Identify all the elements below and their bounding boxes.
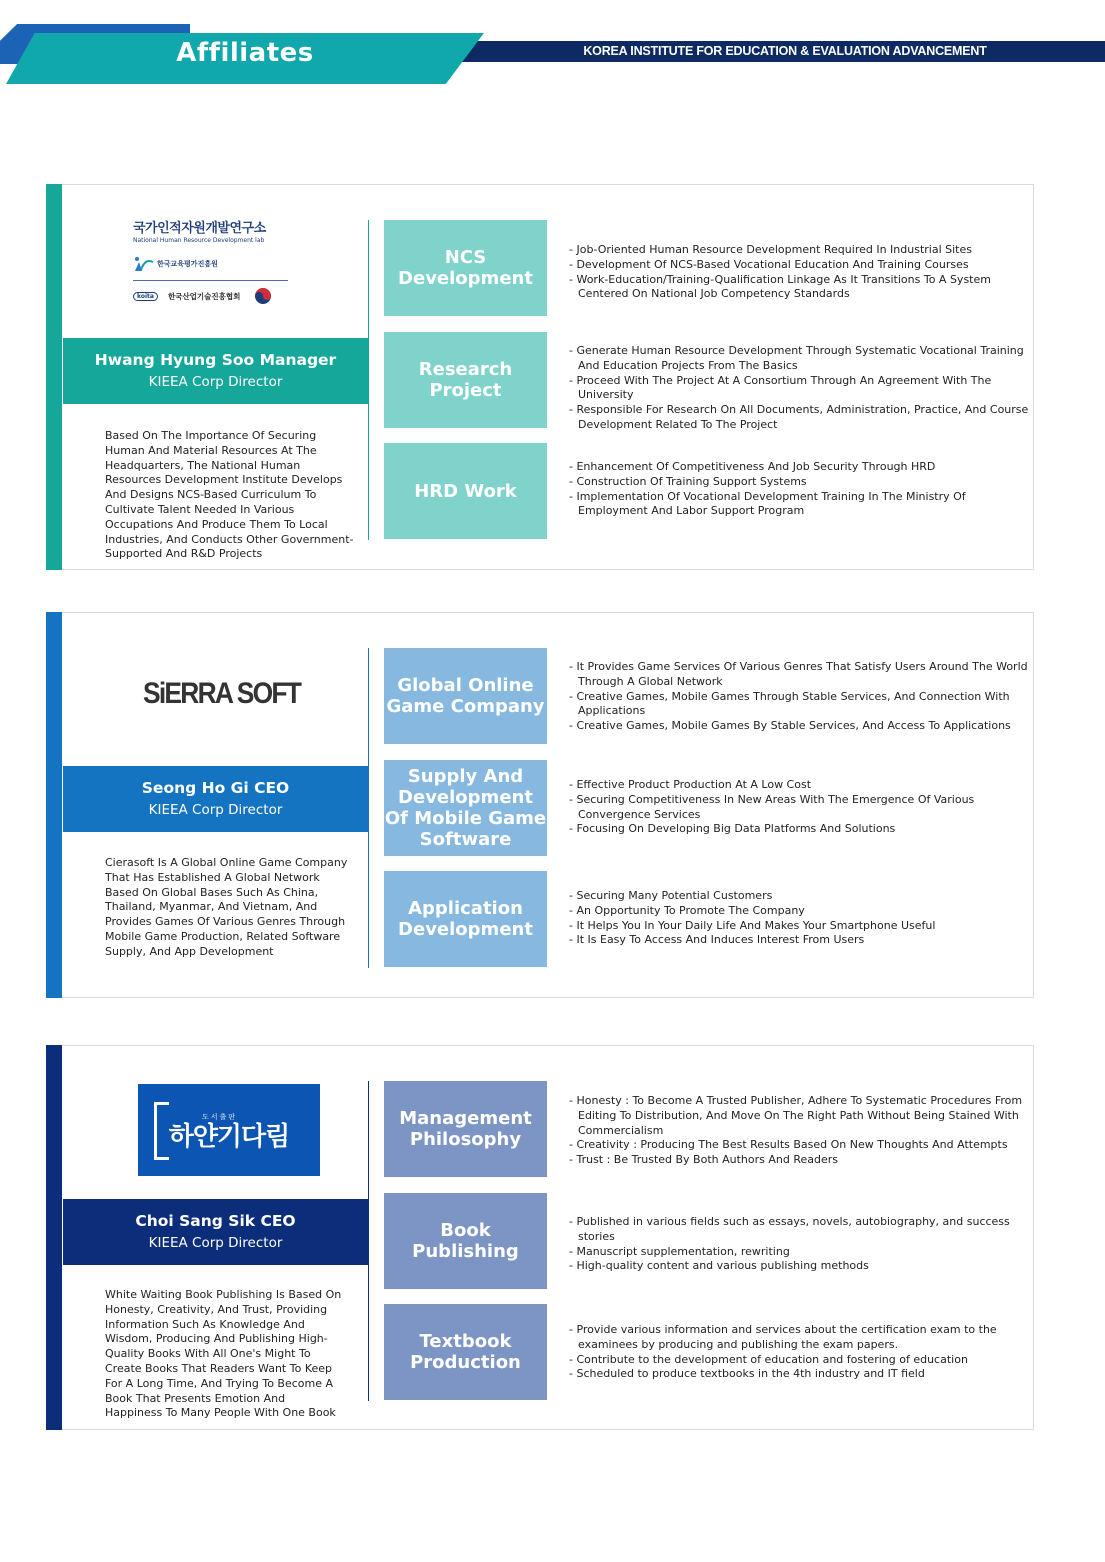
card-accent-bar	[46, 612, 62, 998]
detail-line: - An Opportunity To Promote The Company	[569, 903, 805, 917]
detail-line: - Enhancement Of Competitiveness And Job Security Through HRD	[569, 460, 936, 473]
affiliate-card-white-waiting	[46, 1045, 1034, 1430]
service-box: NCS Development	[384, 220, 547, 316]
service-box: Research Project	[384, 332, 547, 428]
detail-line: - Focusing On Developing Big Data Platforms And Solutions	[569, 822, 896, 836]
card-accent-bar	[46, 184, 62, 570]
detail-line: - Effective Product Production At A Low Cost	[569, 778, 812, 791]
detail-line: - Contribute to the development of education and fostering of education	[569, 1352, 968, 1366]
ceo-role: KIEEA Corp Director	[148, 802, 283, 818]
ceo-name: Seong Ho Gi CEO	[141, 779, 290, 797]
service-box: Supply And Development Of Mobile Game Software	[384, 760, 547, 856]
affiliate-logo	[63, 613, 368, 765]
affiliate-card-nhrd	[46, 184, 1034, 570]
vertical-divider	[368, 648, 369, 968]
page-title: Affiliates	[176, 38, 314, 68]
koita-badge: koita	[133, 292, 158, 301]
affiliate-description: White Waiting Book Publishing Is Based On Honesty, Creativity, And Trust, Providing Information Such As Knowledge And Wisdom, Producing And Publishing High-Quality Books With All One's Might To Create Books That Readers Want To Keep For A Long Time, And Trying To Become A Book That Presents Emotion And Happiness To Many People With One Book	[105, 1288, 342, 1420]
detail-line: - Manuscript supplementation, rewriting	[569, 1244, 790, 1258]
ceo-role: KIEEA Corp Director	[148, 1235, 283, 1251]
logo-kieea-text: 한국교육평가진흥원	[157, 260, 218, 268]
detail-line: - It Helps You In Your Daily Life And Makes Your Smartphone Useful	[569, 918, 936, 932]
affiliate-card-sierra-soft	[46, 612, 1034, 998]
service-box: Application Development	[384, 871, 547, 967]
logo-bracket	[154, 1102, 169, 1160]
manager-namebar	[63, 338, 368, 404]
affiliate-description: Cierasoft Is A Global Online Game Company That Has Established A Global Network Based On Global Bases Such As China, Thailand, Myanmar, And Vietnam, And Provides Games Of Various Genres Through Mobile Game Production, Related Software Supply, And App Development	[105, 856, 348, 958]
detail-line: - It Is Easy To Access And Induces Interest From Users	[569, 933, 865, 947]
affiliate-logo	[63, 185, 368, 337]
vertical-divider	[368, 1081, 369, 1401]
detail-line: - High-quality content and various publishing methods	[569, 1259, 869, 1273]
detail-line: - Provide various information and services about the certification exam to the examinees by producing and publishing the exam papers.	[569, 1323, 997, 1351]
detail-line: - Work-Education/Training-Qualification Linkage As It Transitions To A System Centered On National Job Competency Standards	[569, 272, 991, 301]
service-box: HRD Work	[384, 443, 547, 539]
logo-koita-text: 한국산업기술진흥협회	[167, 291, 241, 301]
vertical-divider	[368, 220, 369, 540]
detail-line: - Creative Games, Mobile Games Through Stable Services, And Connection With Applications	[569, 689, 1010, 718]
sierra-soft-logo: SiERRA SOFT	[143, 677, 301, 710]
detail-line: - It Provides Game Services Of Various Genres That Satisfy Users Around The World Through A Global Network	[569, 660, 1028, 688]
detail-line: - Development Of NCS-Based Vocational Education And Training Courses	[569, 257, 969, 271]
affiliate-logo	[63, 1046, 368, 1198]
service-details	[569, 344, 1029, 433]
service-box: Global Online Game Company	[384, 648, 547, 744]
service-details	[569, 243, 1029, 302]
detail-line: - Implementation Of Vocational Development Training In The Ministry Of Employment And Labor Support Program	[569, 489, 966, 518]
detail-line: - Honesty : To Become A Trusted Publisher, Adhere To Systematic Procedures From Editing To Distribution, And Move On The Right Path Without Being Stained With Commercialism	[569, 1094, 1023, 1137]
detail-line: - Published in various fields such as essays, novels, autobiography, and success stories	[569, 1215, 1010, 1243]
detail-line: - Creativity : Producing The Best Results Based On New Thoughts And Attempts	[569, 1138, 1008, 1152]
service-box: Book Publishing	[384, 1193, 547, 1289]
taegeuk-icon	[254, 287, 272, 305]
service-details	[569, 1323, 1029, 1382]
detail-line: - Construction Of Training Support Systems	[569, 474, 807, 488]
logo-big-text: 하얀기다림	[168, 1121, 290, 1152]
detail-line: - Scheduled to produce textbooks in the 4th industry and IT field	[569, 1367, 925, 1381]
service-details	[569, 778, 1029, 837]
service-details	[569, 1215, 1029, 1274]
detail-line: - Creative Games, Mobile Games By Stable Services, And Access To Applications	[569, 719, 1011, 733]
white-waiting-logo	[138, 1084, 320, 1176]
card-accent-bar	[46, 1045, 62, 1430]
manager-role: KIEEA Corp Director	[148, 374, 283, 390]
detail-line: - Securing Competitiveness In New Areas With The Emergence Of Various Convergence Services	[569, 792, 975, 821]
affiliate-description: Based On The Importance Of Securing Human And Material Resources At The Headquarters, The National Human Resources Development Institute Develops And Designs NCS-Based Curriculum To Cultivate Talent Needed In Various Occupations And Produce Them To Local Industries, And Conducts Other Government-Supported And R&D Projects	[105, 429, 354, 561]
ceo-namebar	[63, 1199, 368, 1265]
service-box: Textbook Production	[384, 1304, 547, 1400]
service-details	[569, 889, 1029, 948]
service-details	[569, 460, 1029, 519]
logo-korean-name: 국가인적자원개발연구소	[133, 221, 266, 236]
ceo-name: Choi Sang Sik CEO	[135, 1212, 296, 1230]
service-box: Management Philosophy	[384, 1081, 547, 1177]
logo-small-text: 도서출판	[202, 1113, 238, 1121]
detail-line: - Job-Oriented Human Resource Development Required In Industrial Sites	[569, 243, 972, 256]
logo-english-name: National Human Resource Development lab	[133, 237, 265, 244]
organization-name: KOREA INSTITUTE FOR EDUCATION & EVALUATION ADVANCEMENT	[583, 44, 987, 58]
detail-line: - Proceed With The Project At A Consortium Through An Agreement With The University	[569, 373, 992, 402]
logo-divider	[133, 280, 288, 281]
kieea-emblem-icon	[133, 256, 155, 272]
manager-name: Hwang Hyung Soo Manager	[94, 351, 337, 369]
detail-line: - Responsible For Research On All Documents, Administration, Practice, And Course Development Related To The Project	[569, 403, 1029, 431]
detail-line: - Securing Many Potential Customers	[569, 889, 773, 902]
detail-line: - Generate Human Resource Development Through Systematic Vocational Training And Education Projects From The Basics	[569, 344, 1024, 372]
service-details	[569, 660, 1029, 734]
detail-line: - Trust : Be Trusted By Both Authors And Readers	[569, 1153, 839, 1167]
ceo-namebar	[63, 766, 368, 832]
service-details	[569, 1094, 1029, 1168]
